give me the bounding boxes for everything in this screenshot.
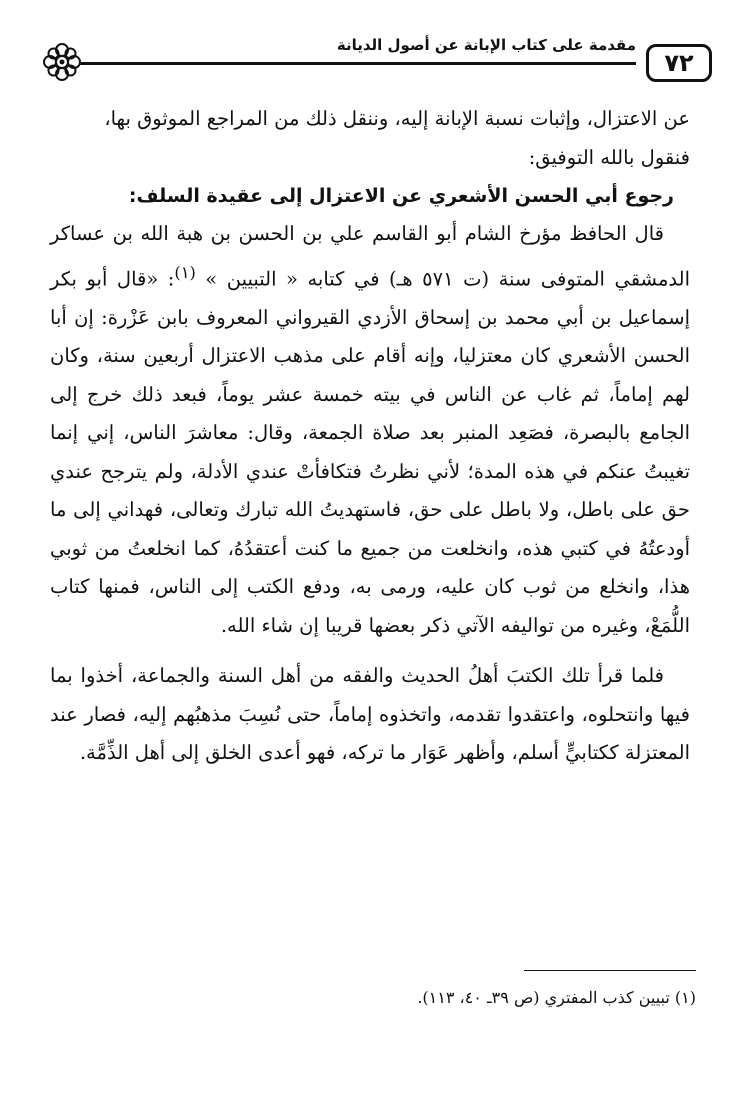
- paragraph-1: [50, 215, 690, 645]
- flower-ornament-icon: [42, 42, 82, 82]
- intro-line-2: فنقول بالله التوفيق:: [528, 145, 690, 169]
- footnote-ref: (١): [174, 262, 196, 282]
- footnote-rule: [524, 970, 696, 971]
- paragraph-1-main: : «قال أبو بكر إسماعيل بن أبي محمد بن إسحاق الأزدي القيرواني المعروف بابن عَزْرة: إن أبا الحسن الأشعري كان معتزليا، وإنه أقام على مذهب الاعتزال أربعين سنة، وكان لهم إماماً، ثم غاب عن الناس في بيته خمسة عشر يوماً، فبعد ذلك خرج إلى الجامع بالبصرة، فصَعِد المنبر بعد صلاة الجمعة، وقال: معاشرَ الناس، إني إنما تغيبتُ عنكم في هذه المدة؛ لأني نظرتُ فتكافأتْ عندي الأدلة، ولم يترجح عندي حق على باطل، ولا باطل على حق، فاستهديتُ الله تبارك وتعالى، فهداني إلى ما أودعتُهُ في كتبي هذه، وانخلعت من جميع ما كنت أعتقدُهُ، كما انخلعتُ من ثوبي هذا، وانخلع من ثوب كان عليه، ورمى به، ودفع الكتب إلى الناس، فمنها كتاب اللُّمَعْ، وغيره من تواليفه الآتي ذكر بعضها قريبا إن شاء الله.: [50, 267, 690, 637]
- page-number: ٧٢: [646, 44, 712, 82]
- intro-line-1: عن الاعتزال، وإثبات نسبة الإبانة إليه، وننقل ذلك من المراجع الموثوق بها،: [104, 107, 690, 130]
- body-text: [50, 100, 690, 773]
- footnote: (١) تبيين كذب المفتري (ص ٣٩ـ ٤٠، ١١٣).: [417, 988, 696, 1007]
- paragraph-2: فلما قرأ تلك الكتبَ أهلُ الحديث والفقه من أهل السنة والجماعة، أخذوا بما فيها وانتحلوه، واعتقدوا تقدمه، واتخذوه إماماً، حتى نُسِبَ مذهبُهم إليه، فصار عند المعتزلة ككتابيٍّ أسلم، وأظهر عَوَار ما تركه، فهو أعدى الخلق إلى أهل الذِّمَّة.: [50, 664, 690, 764]
- section-heading: رجوع أبي الحسن الأشعري عن الاعتزال إلى عقيدة السلف:: [128, 185, 674, 207]
- header-rule: [80, 62, 636, 65]
- running-header: [40, 30, 712, 92]
- running-title: مقدمة على كتاب الإبانة عن أصول الديانة: [336, 36, 636, 54]
- paragraph-1-intro: قال الحافظ مؤرخ الشام أبو القاسم علي بن الحسن بن هبة الله بن عساكر الدمشقي المتوفى سنة (ت ٥٧١ هـ) في كتابه « التبيين »: [50, 222, 690, 290]
